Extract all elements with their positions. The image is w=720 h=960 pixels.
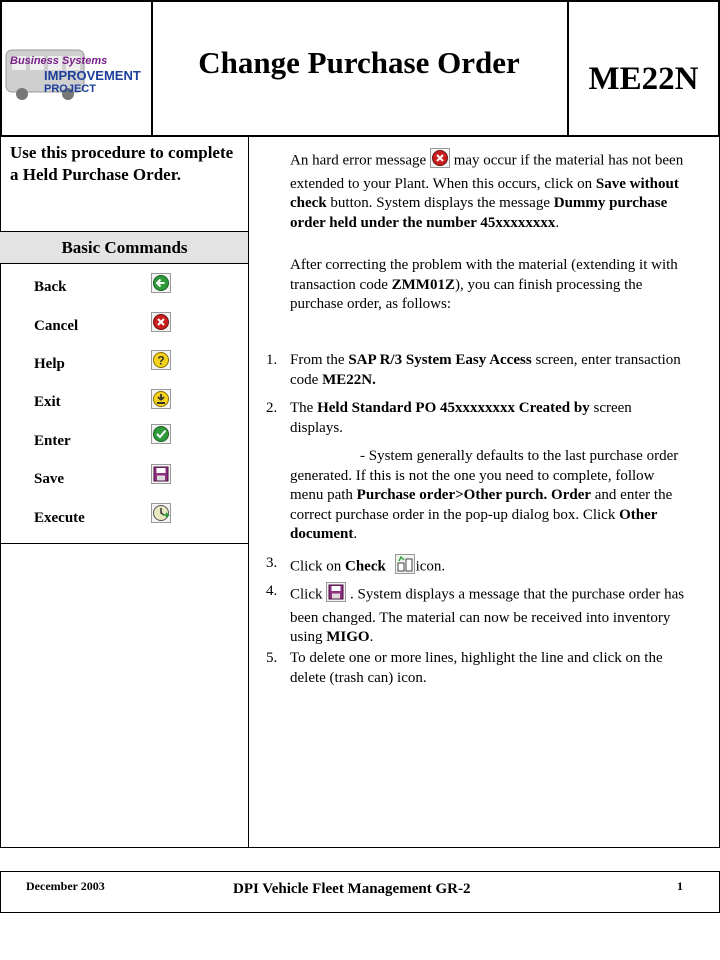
command-label-cancel: Cancel (34, 318, 79, 334)
step-number: 2. (266, 400, 278, 416)
footer-date: December 2003 (26, 879, 105, 893)
save-icon-inline (326, 582, 346, 609)
save-without-check-label: Save without check (290, 175, 679, 211)
svg-text:PROJECT: PROJECT (44, 83, 96, 95)
procedure-intro: Use this procedure to complete a Held Purchase Order. (10, 143, 234, 184)
step-number: 5. (266, 650, 278, 666)
svg-text:?: ? (157, 353, 165, 368)
step-4: Click . System displays a message that the purchase order has been changed. The material can now be received into inventory using MIGO. (290, 582, 685, 648)
step-3: Click on Check icon. (290, 554, 685, 581)
svg-text:Business Systems: Business Systems (10, 55, 108, 67)
basic-commands-header (0, 231, 249, 264)
check-icon (395, 554, 415, 581)
step-number: 4. (266, 583, 278, 599)
step-1: From the SAP R/3 System Easy Access screen, enter transaction code ME22N. (290, 352, 681, 388)
enter-icon (151, 424, 171, 444)
page-number: 1 (677, 879, 683, 893)
command-label-help: Help (34, 356, 65, 372)
commands-divider (0, 543, 249, 544)
error-icon (430, 148, 450, 175)
command-label-execute: Execute (34, 510, 85, 526)
cancel-icon (151, 312, 171, 332)
step-5: To delete one or more lines, highlight the line and click on the delete (trash can) icon. (290, 650, 663, 686)
dummy-po-message: Dummy purchase order held under the number 45xxxxxxxx (290, 195, 668, 231)
header-title-cell (151, 0, 569, 137)
execute-icon (151, 503, 171, 523)
footer-title: DPI Vehicle Fleet Management GR-2 (233, 881, 471, 897)
svg-text:IMPROVEMENT: IMPROVEMENT (44, 68, 141, 83)
command-label-exit: Exit (34, 394, 61, 410)
header-code-cell (567, 0, 720, 137)
step-2-note: - System generally defaults to the last purchase order generated. If this is not the one you need to complete, follow menu path Purchase order>Other purch. Order and enter the correct purchase order in the pop-up dialog box. Click Other document. (290, 448, 679, 542)
back-icon (151, 273, 171, 293)
command-label-save: Save (34, 471, 64, 487)
command-label-enter: Enter (34, 433, 71, 449)
transaction-code: ME22N (588, 61, 699, 97)
step-2: The Held Standard PO 45xxxxxxxx Created by screen displays. (290, 400, 632, 436)
step-number: 3. (266, 555, 278, 571)
bsip-logo (4, 44, 154, 102)
paragraph-after-correcting: After correcting the problem with the material (extending it with transaction code ZMM01Z), you can finish processing the purchase order, as follows: (290, 257, 678, 312)
help-icon (151, 350, 171, 370)
paragraph-error: An hard error message may occur if the material has not been extended to your Plant. When this occurs, click on Save without check button. System displays the message Dummy purchase order held under the number 45xxxxxxxx. (290, 148, 685, 233)
exit-icon (151, 389, 171, 409)
step-number: 1. (266, 352, 278, 368)
page-title: Change Purchase Order (198, 44, 520, 80)
basic-commands-title: Basic Commands (61, 237, 188, 257)
save-icon (151, 464, 171, 484)
command-label-back: Back (34, 279, 67, 295)
